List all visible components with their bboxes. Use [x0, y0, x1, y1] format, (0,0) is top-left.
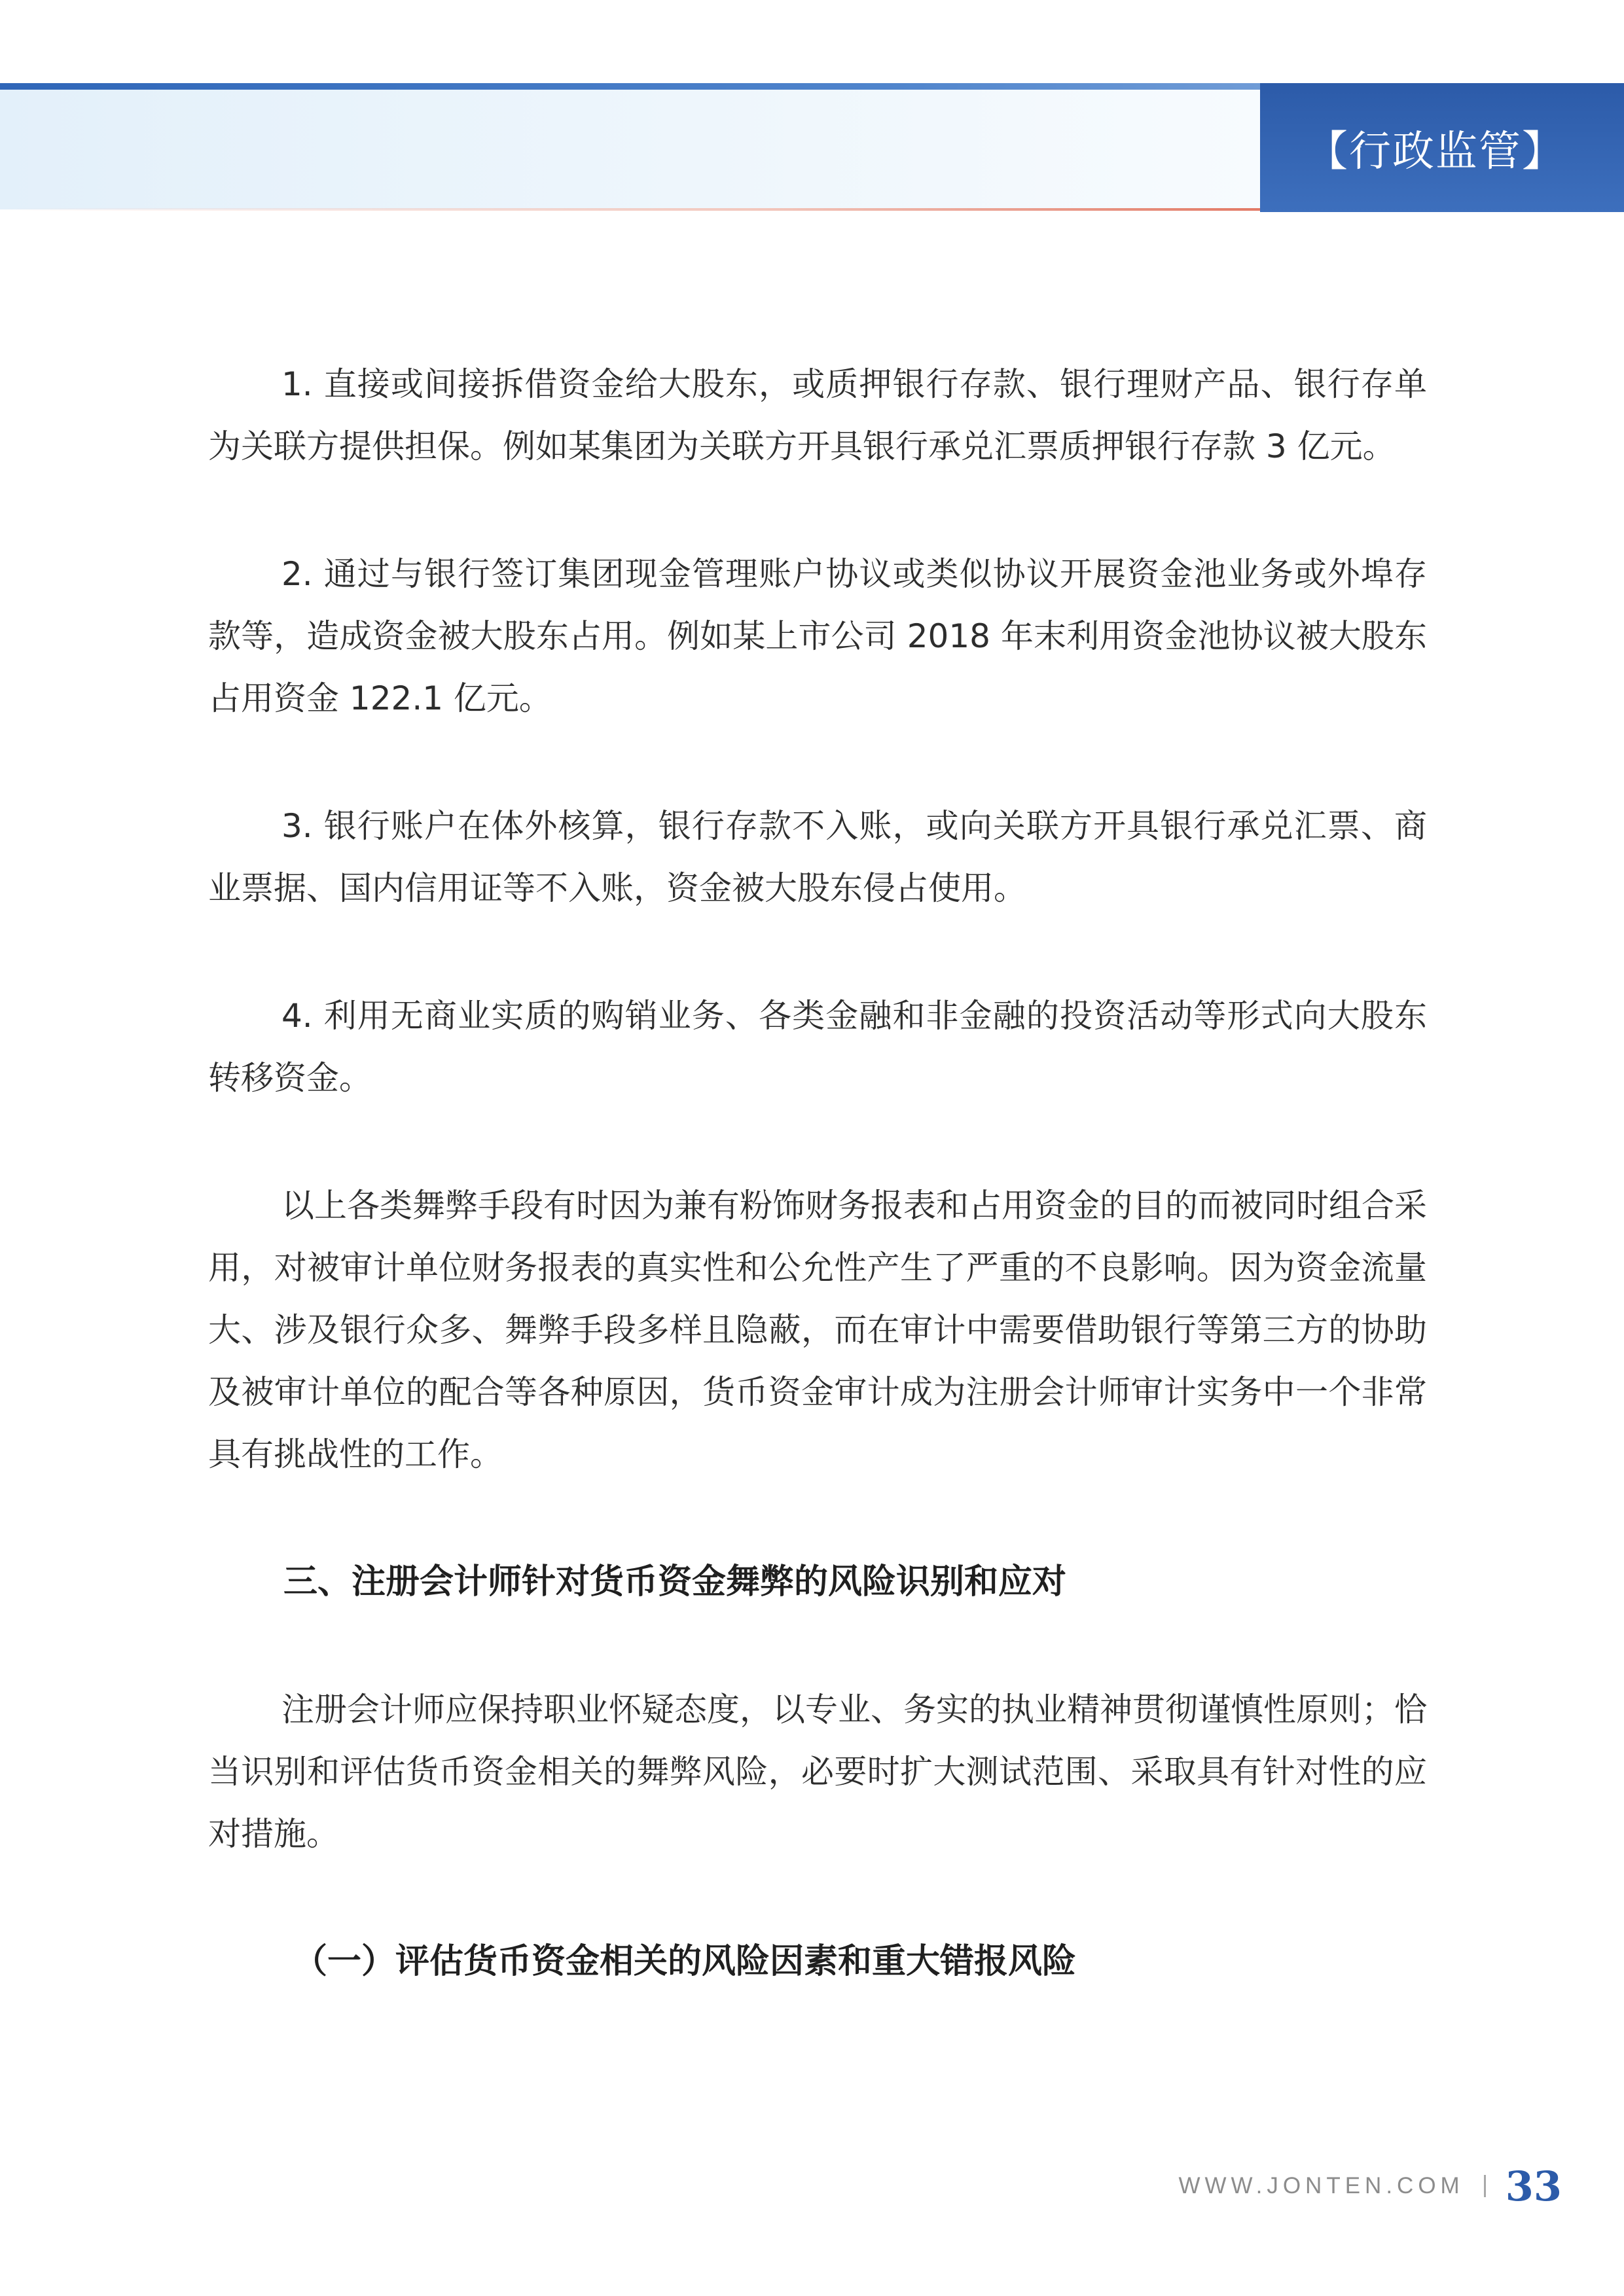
header-band: [0, 90, 1260, 209]
section-tag-label: 【行政监管】: [1306, 127, 1565, 176]
paragraph-5: 以上各类舞弊手段有时因为兼有粉饰财务报表和占用资金的目的而被同时组合采用，对被审计单位财务报表的真实性和公允性产生了严重的不良影响。因为资金流量大、涉及银行众多、舞弊手段多样且隐蔽，而在审计中需要借助银行等第三方的协助及被审计单位的配合等各种原因，货币资金审计成为注册会计师审计实务中一个非常具有挑战性的工作。: [208, 1187, 1427, 1473]
paragraph-4: 4. 利用无商业实质的购销业务、各类金融和非金融的投资活动等形式向大股东转移资金。: [208, 997, 1427, 1097]
section-tag: [1260, 83, 1624, 212]
website-link[interactable]: WWW.JONTEN.COM: [1178, 2173, 1464, 2198]
header-band-underline: [0, 208, 1260, 211]
paragraph-1: 1. 直接或间接拆借资金给大股东，或质押银行存款、银行理财产品、银行存单为关联方提供担保。例如某集团为关联方开具银行承兑汇票质押银行存款 3 亿元。: [208, 365, 1427, 465]
section-heading-3: 三、注册会计师针对货币资金舞弊的风险识别和应对: [283, 1562, 1067, 1602]
paragraph-3: 3. 银行账户在体外核算，银行存款不入账，或向关联方开具银行承兑汇票、商业票据、国内信用证等不入账，资金被大股东侵占使用。: [208, 807, 1427, 907]
page-footer: [1178, 2160, 1562, 2212]
paragraph-2: 2. 通过与银行签订集团现金管理账户协议或类似协议开展资金池业务或外埠存款等，造成资金被大股东占用。例如某上市公司 2018 年末利用资金池协议被大股东占用资金 122.1 亿元。: [208, 555, 1427, 717]
footer-divider: [1484, 2175, 1486, 2197]
page-number: 33: [1505, 2162, 1562, 2210]
article-body: [208, 353, 1427, 2058]
subheading-1: （一）评估货币资金相关的风险因素和重大错报风险: [293, 1942, 1077, 1981]
header-top-line: [0, 83, 1260, 90]
paragraph-6: 注册会计师应保持职业怀疑态度，以专业、务实的执业精神贯彻谨慎性原则；恰当识别和评估货币资金相关的舞弊风险，必要时扩大测试范围、采取具有针对性的应对措施。: [208, 1691, 1427, 1853]
